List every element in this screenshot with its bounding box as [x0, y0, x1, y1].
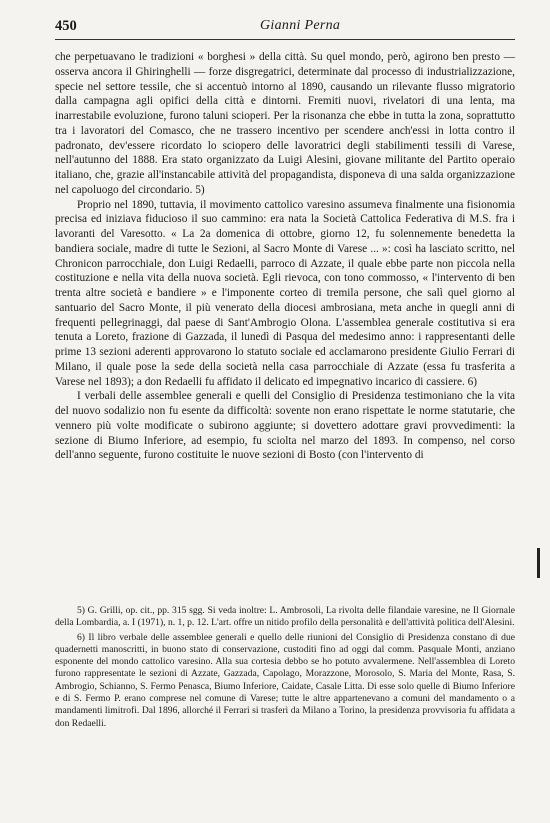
page-header: [55, 18, 510, 40]
running-head: Gianni Perna: [260, 18, 341, 33]
paragraph: che perpetuavano le tradizioni « borghesi » della città. Su quel mondo, però, agirono ben presto — osserva ancora il Ghiringhelli — forze disgregatrici, determinate dal processo di industrializzazione, specie nel settore tessile, che si accentuò intorno al 1890, causando un rilevante flusso migratorio dalla campagna agli opifici della città e dintorni. Fremiti nuovi, rivelatori di una lenta, ma inarrestabile evoluzione, furono taluni scioperi. Per la risonanza che ebbe in tutta la zona, soprattutto tra i lavoratori del Comasco, che ne trassero incentivo per scendere anch'essi in lotta contro il padronato, dev'essere ricordato lo sciopero delle lavoratrici degli stabilimenti tessili di Varese, nell'autunno del 1888. Era stato organizzato da Luigi Alesini, giovane militante del Partito operaio italiano, che, grazie all'instancabile attività del propagandista, disponeva di una salda organizzazione nel capoluogo del circondario. 5): [55, 51, 515, 196]
main-text: [55, 50, 515, 463]
header-rule: [55, 39, 515, 40]
paragraph: I verbali delle assemblee generali e quelli del Consiglio di Presidenza testimoniano che la vita del nuovo sodalizio non fu esente da difficoltà: sovente non erano rispettate le norme statutarie, che vennero più volte modificate o subirono aggiunte; si dovettero adottare gravi provvedimenti: la sezione di Biumo Inferiore, ad esempio, fu sciolta nel marzo del 1893. In compenso, nel corso dell'anno seguente, furono costituite le nuove sezioni di Bosto (con l'intervento di: [55, 390, 515, 462]
paragraph: Proprio nel 1890, tuttavia, il movimento cattolico varesino assumeva finalmente una fisionomia precisa ed iniziava fiducioso il suo cammino: era nata la Società Cattolica Federativa di M.S. fra i lavoranti del Varesotto. « La 2a domenica di ottobre, giorno 12, fu solennemente benedetta la bandiera sociale, madre di tutte le Sezioni, al Sacro Monte di Varese ... »: così ha lasciato scritto, nel Chronicon parrocchiale, don Luigi Redaelli, parroco di Azzate, il quale ebbe parte non piccola nella costituzione e nella vita della nuova società. Egli rievoca, con tono commosso, « l'intervento di ben trenta altre società e bandiere » e l'imponente corteo di tremila persone, che salì quel giorno al santuario del Sacro Monte, il più venerato della diocesi ambrosiana, meta anche in quegli anni di frequenti pellegrinaggi, dal paese di Sant'Ambrogio Olona. L'assemblea generale costitutiva si era tenuta a Loreto, frazione di Gazzada, il lunedì di Pasqua del medesimo anno: i rappresentanti delle prime 13 sezioni aderenti approvarono lo statuto sociale ed acclamarono presidente Giulio Ferrari di Milano, il quale pose la sede della società nella casa parrocchiale di Azzate (essa fu trasferita a Varese nel 1893); a don Redaelli fu affidato il delicato ed impegnativo incarico di cassiere. 6): [55, 198, 515, 388]
footnote: 6) Il libro verbale delle assemblee generali e quello delle riunioni del Consiglio di Presidenza constano di due quadernetti manoscritti, in buono stato di conservazione, custoditi fino ad oggi dal comm. Pasquale Monti, anziano esponente del mondo cattolico varesino. Alla sua cortesia debbo se ho potuto avvalermene. Nell'assemblea di Loreto furono rappresentate le sezioni di Azzate, Gazzada, Capolago, Morazzone, Morosolo, S. Maria del Monte, Rasa, S. Ambrogio, Schianno, S. Fermo Penasca, Biumo Inferiore, Caidate, Casale Litta. Di esse solo quelle di Biumo Inferiore e di S. Fermo P. erano comprese nel comune di Varese; tutte le altre appartenevano a comuni del mandamento o a mandamenti limitrofi. Dal 1896, allorché il Ferrari si trasferì da Milano a Torino, la presidenza provvisoria fu affidata a don Redaelli.: [55, 631, 515, 729]
footnote: 5) G. Grilli, op. cit., pp. 315 sgg. Si veda inoltre: L. Ambrosoli, La rivolta delle filandaie varesine, ne Il Giornale della Lombardia, a. I (1971), n. 1, p. 12. L'art. offre un nitido profilo della personalità e dell'attività politica dell'Alesini.: [55, 605, 515, 629]
footnotes: [55, 605, 515, 732]
margin-mark: [537, 548, 540, 578]
page-number: 450: [55, 18, 77, 34]
